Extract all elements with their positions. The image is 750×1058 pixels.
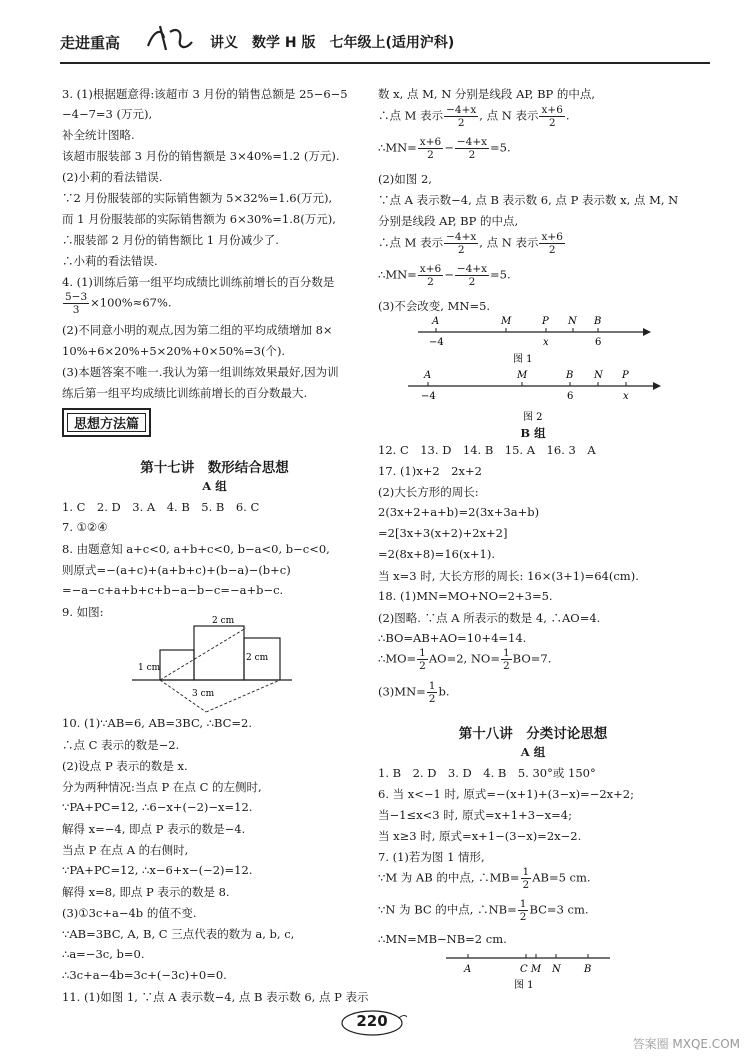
figure-caption: 图 1 bbox=[514, 980, 534, 991]
svg-text:−4: −4 bbox=[421, 391, 436, 402]
svg-text:−4: −4 bbox=[429, 337, 444, 348]
dimension-label: 2 cm bbox=[246, 653, 269, 663]
svg-text:N: N bbox=[594, 370, 603, 381]
group-label: A 组 bbox=[520, 745, 546, 759]
svg-text:M: M bbox=[517, 370, 528, 381]
text-line: 当 x≥3 时, 原式=x+1−(3−x)=2x−2. bbox=[378, 829, 582, 843]
text-line: (2)小莉的看法错误. bbox=[62, 170, 163, 184]
text-line: (2)大长方形的周长: bbox=[378, 485, 479, 499]
lecture-title: 第十八讲 分类讨论思想 bbox=[458, 726, 608, 742]
text-line: ∵PA+PC=12, ∴6−x+(−2)−x=12. bbox=[62, 800, 253, 814]
geometry-figure bbox=[122, 614, 302, 724]
svg-text:N: N bbox=[552, 964, 561, 975]
text-line: 2(3x+2+a+b)=2(3x+3a+b) bbox=[378, 505, 540, 519]
text-line: 解得 x=−4, 即点 P 表示的数是−4. bbox=[62, 822, 246, 836]
small-square bbox=[160, 650, 194, 680]
formula-line: ∵N 为 BC 的中点, ∴NB= $\frac{1}{2}$ BC=3 cm. bbox=[378, 898, 589, 923]
book-subtitle: 讲义 数学 H 版 七年级上(适用沪科) bbox=[210, 35, 455, 51]
number-line-figure-2 bbox=[398, 366, 668, 426]
svg-text:N: N bbox=[568, 316, 577, 327]
dimension-label: 2 cm bbox=[212, 616, 235, 626]
text-line: (2)不同意小明的观点,因为第二组的平均成绩增加 8× bbox=[62, 323, 333, 337]
text-line: 10%+6×20%+5×20%+0×50%=3(个). bbox=[62, 344, 286, 358]
fraction: $\frac{5-3}{3}$ bbox=[65, 291, 88, 316]
text-line: (2)设点 P 表示的数是 x. bbox=[62, 759, 188, 773]
group-label: A 组 bbox=[202, 479, 227, 493]
svg-text:x: x bbox=[543, 337, 549, 348]
text-line: ∴BO=AB+AO=10+4=14. bbox=[378, 631, 527, 645]
formula-line: ∵M 为 AB 的中点, ∴MB= $\frac{1}{2}$ AB=5 cm. bbox=[378, 866, 591, 891]
text-line: 当点 P 在点 A 的右侧时, bbox=[62, 843, 189, 857]
page-number: 220 bbox=[332, 1012, 412, 1030]
svg-text:6: 6 bbox=[567, 391, 574, 402]
svg-text:A: A bbox=[432, 316, 440, 327]
formula-line: ∴点 M 表示 $\frac{-4+x}{2}$ , 点 N 表示 $\frac{x+6}{2}$ . bbox=[378, 104, 570, 129]
formula-line: ∴MN= $\frac{x+6}{2}$ − $\frac{-4+x}{2}$ =5. bbox=[378, 263, 511, 288]
dimension-label: 3 cm bbox=[192, 689, 215, 699]
text-line: (2)如图 2, bbox=[378, 172, 432, 186]
text-line: (3)本题答案不唯一.我认为第一组训练效果最好,因为训 bbox=[62, 365, 339, 379]
text-line: 4. (1)训练后第一组平均成绩比训练前增长的百分数是 bbox=[62, 275, 335, 289]
formula-line: ∴MN= $\frac{x+6}{2}$ − $\frac{-4+x}{2}$ =5. bbox=[378, 136, 511, 161]
number-line-figure-1 bbox=[408, 312, 658, 366]
dashed-line bbox=[160, 628, 246, 680]
figure-caption: 图 2 bbox=[523, 412, 543, 423]
text-line: =2[3x+3(x+2)+2x+2] bbox=[378, 526, 508, 540]
text-line: 当−1≤x<3 时, 原式=x+1+3−x=4; bbox=[378, 808, 572, 822]
arrow-right-icon bbox=[643, 328, 651, 336]
segment-figure-3 bbox=[438, 948, 618, 992]
text-line: 18. (1)MN=MO+NO=2+3=5. bbox=[378, 589, 553, 603]
dimension-label: 1 cm bbox=[138, 663, 161, 673]
group-label: B 组 bbox=[520, 426, 546, 440]
text-line: 1. B 2. D 3. D 4. B 5. 30°或 150° bbox=[378, 766, 596, 780]
text-line: ∴3c+a−4b=3c+(−3c)+0=0. bbox=[62, 968, 227, 982]
text-line: (2)图略. ∵点 A 所表示的数是 4, ∴AO=4. bbox=[378, 611, 601, 625]
text-line: 补全统计图略. bbox=[62, 128, 135, 142]
text-line: 练后第一组平均成绩比训练前增长的百分数最大. bbox=[62, 386, 308, 400]
text-line: 解得 x=8, 即点 P 表示的数是 8. bbox=[62, 885, 230, 899]
text-line: 3. (1)根据题意得:该超市 3 月份的销售总额是 25−6−5 bbox=[62, 87, 348, 101]
text-line: 6. 当 x<−1 时, 原式=−(x+1)+(3−x)=−2x+2; bbox=[378, 787, 634, 801]
dashed-line bbox=[206, 680, 280, 712]
text-line: ∵AB=3BC, A, B, C 三点代表的数为 a, b, c, bbox=[62, 927, 295, 941]
figure-caption: 图 1 bbox=[513, 354, 533, 365]
middle-rect bbox=[194, 626, 244, 680]
svg-text:C M: C M bbox=[520, 964, 542, 975]
section-box-title: 思想方法篇 bbox=[62, 408, 151, 437]
svg-text:P: P bbox=[542, 316, 549, 327]
watermark: 答案圈 MXQE.COM bbox=[632, 1037, 740, 1051]
text-line: (3)不会改变, MN=5. bbox=[378, 299, 491, 313]
text-line: 17. (1)x+2 2x+2 bbox=[378, 464, 482, 478]
formula-line: ∴MO= $\frac{1}{2}$ AO=2, NO= $\frac{1}{2}$ BO=7. bbox=[378, 647, 552, 672]
text-line: ∵PA+PC=12, ∴x−6+x−(−2)=12. bbox=[62, 863, 253, 877]
text-line: 11. (1)如图 1, ∵点 A 表示数−4, 点 B 表示数 6, 点 P 表示 bbox=[62, 990, 369, 1004]
svg-text:B: B bbox=[584, 964, 592, 975]
text-line: 9. 如图: bbox=[62, 605, 104, 619]
text-line: 该超市服装部 3 月份的销售额是 3×40%=1.2 (万元). bbox=[62, 149, 340, 163]
text-line: ∴服装部 2 月份的销售额比 1 月份减少了. bbox=[62, 233, 279, 247]
text-line: ∴点 C 表示的数是−2. bbox=[62, 738, 180, 752]
svg-text:M: M bbox=[501, 316, 512, 327]
text-line: ∵点 A 表示数−4, 点 B 表示数 6, 点 P 表示数 x, 点 M, N bbox=[378, 193, 679, 207]
formula-line: (3)MN= $\frac{1}{2}$ b. bbox=[378, 680, 450, 705]
text-line: 数 x, 点 M, N 分别是线段 AP, BP 的中点, bbox=[378, 87, 596, 101]
brand-title: 走进重高 bbox=[60, 34, 121, 52]
text-line: 7. ①②④ bbox=[62, 520, 108, 534]
text-line: (3)①3c+a−4b 的值不变. bbox=[62, 906, 197, 920]
page-header bbox=[60, 28, 710, 64]
formula-line: ∴点 M 表示 $\frac{-4+x}{2}$ , 点 N 表示 $\frac{x+6}{2}$ bbox=[378, 231, 563, 256]
text-line: ∴小莉的看法错误. bbox=[62, 254, 158, 268]
text-line: −4−7=3 (万元), bbox=[62, 107, 153, 121]
text-line: 而 1 月份服装部的实际销售额为 6×30%=1.8(万元), bbox=[62, 212, 336, 226]
text-line: 12. C 13. D 14. B 15. A 16. 3 A bbox=[378, 443, 596, 457]
formula-line: $\frac{5-3}{3}$ ×100%≈67%. bbox=[65, 291, 172, 316]
text-line: 当 x=3 时, 大长方形的周长: 16×(3+1)=64(cm). bbox=[378, 569, 639, 583]
text-line: ∵2 月份服装部的实际销售额为 5×32%=1.6(万元), bbox=[62, 191, 333, 205]
calligraphy-logo bbox=[142, 22, 202, 56]
svg-text:P: P bbox=[622, 370, 629, 381]
text-line: ∴a=−3c, b=0. bbox=[62, 947, 145, 961]
text-line: 7. (1)若为图 1 情形, bbox=[378, 850, 485, 864]
svg-text:A: A bbox=[424, 370, 432, 381]
svg-text:6: 6 bbox=[595, 337, 602, 348]
text-line: 分为两种情况:当点 P 在点 C 的左侧时, bbox=[62, 780, 262, 794]
svg-text:A: A bbox=[464, 964, 472, 975]
text-line: 则原式=−(a+c)+(a+b+c)+(b−a)−(b+c) bbox=[62, 563, 291, 577]
text-line: 8. 由题意知 a+c<0, a+b+c<0, b−a<0, b−c<0, bbox=[62, 542, 330, 556]
text-line: 分别是线段 AP, BP 的中点, bbox=[378, 214, 519, 228]
text-line: 10. (1)∵AB=6, AB=3BC, ∴BC=2. bbox=[62, 716, 253, 730]
text-line: =2(8x+8)=16(x+1). bbox=[378, 547, 496, 561]
svg-text:x: x bbox=[623, 391, 629, 402]
svg-text:B: B bbox=[594, 316, 602, 327]
svg-text:B: B bbox=[566, 370, 574, 381]
text-line: =−a−c+a+b+c+b−a−b−c=−a+b−c. bbox=[62, 583, 284, 597]
lecture-title: 第十七讲 数形结合思想 bbox=[140, 460, 289, 476]
text-line: 1. C 2. D 3. A 4. B 5. B 6. C bbox=[62, 500, 260, 514]
arrow-right-icon bbox=[653, 382, 661, 390]
text-line: ∴MN=MB−NB=2 cm. bbox=[378, 932, 507, 946]
